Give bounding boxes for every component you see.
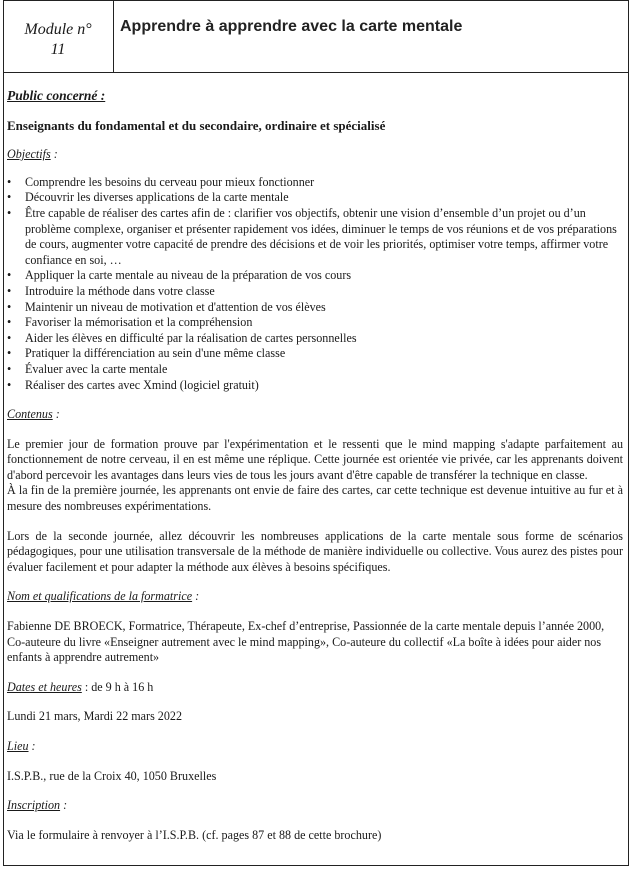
inscription-text: Via le formulaire à renvoyer à l’I.S.P.B. (cf. pages 87 et 88 de cette brochure) <box>7 827 382 842</box>
list-item: • Maintenir un niveau de motivation et d'attention de vos élèves <box>7 300 623 316</box>
public-heading: Public concerné : <box>7 88 106 103</box>
formatrice-heading: Nom et qualifications de la formatrice : <box>7 589 200 604</box>
module-label: Module n° <box>24 21 92 38</box>
module-number-cell <box>3 0 114 72</box>
contenus-paragraph-1: Le premier jour de formation prouve par l'expérimentation et le ressenti que le mind mapping s'adapte parfaitement au fonctionnement de notre cerveau, il en est même une réplique. Cette journée est orientée vie privée, car les apprenants doivent d'abord percevoir les avantages dans leurs vies de tous les jours avant d'être capable de transférer la technique en classe. <box>7 436 623 482</box>
module-content <box>7 88 623 843</box>
page-title: Apprendre à apprendre avec la carte mentale <box>120 18 463 35</box>
lieu-heading: Lieu : <box>7 739 36 753</box>
list-item: • Aider les élèves en difficulté par la réalisation de cartes personnelles <box>7 331 623 347</box>
objectifs-heading: Objectifs : <box>7 147 58 162</box>
dates-hours: : de 9 h à 16 h <box>84 679 154 694</box>
lieu-address: I.S.P.B., rue de la Croix 40, 1050 Bruxelles <box>7 768 217 783</box>
module-header <box>3 0 629 73</box>
list-item: • Être capable de réaliser des cartes afin de : clarifier vos objectifs, obtenir une vision d’ensemble d’un projet ou d’un problème complexe, organiser et présenter rapidement vos idées, diminuer le temps de vos réunions et de vos préparations de cours, augmenter votre capacité de prendre des décisions et de voir les priorités, optimiser votre temps, affirmer votre confiance en soi, … <box>7 206 623 268</box>
list-item: • Comprendre les besoins du cerveau pour mieux fonctionner <box>7 175 623 191</box>
list-item: • Réaliser des cartes avec Xmind (logiciel gratuit) <box>7 378 623 394</box>
objectifs-list <box>7 175 623 393</box>
list-item: • Pratiquer la différenciation au sein d'une même classe <box>7 346 623 362</box>
contenus-paragraph-2: À la fin de la première journée, les apprenants ont envie de faire des cartes, car cette technique est devenue intuitive au fur et à mesure des nombreuses expérimentations. <box>7 483 623 514</box>
list-item: • Découvrir les diverses applications de la carte mentale <box>7 190 623 206</box>
inscription-heading: Inscription : <box>7 798 68 813</box>
list-item: • Évaluer avec la carte mentale <box>7 362 623 378</box>
formatrice-text: Fabienne DE BROECK, Formatrice, Thérapeute, Ex-chef d’entreprise, Passionnée de la carte mentale depuis l’année 2000, Co-auteure du livre «Enseigner autrement avec le mind mapping», Co-auteure du collectif «La boîte à idées pour aider nos enfants à apprendre autrement» <box>7 619 605 665</box>
dates-days: Lundi 21 mars, Mardi 22 mars 2022 <box>7 709 182 724</box>
list-item: • Appliquer la carte mentale au niveau de la préparation de vos cours <box>7 268 623 284</box>
list-item: • Favoriser la mémorisation et la compréhension <box>7 315 623 331</box>
dates-heading: Dates et heures <box>7 679 82 694</box>
contenus-paragraph-3: Lors de la seconde journée, allez découvrir les nombreuses applications de la carte mentale sous forme de scénarios pédagogiques, pour une utilisation transversale de la méthode de manière individuelle ou collective. Vous aurez des pistes pour évaluer facilement et pour adapter la méthode aux élèves à besoins spécifiques. <box>7 528 623 574</box>
audience-text: Enseignants du fondamental et du secondaire, ordinaire et spécialisé <box>7 117 386 133</box>
module-number: 11 <box>50 41 66 58</box>
dates-line <box>7 680 623 696</box>
contenus-heading: Contenus : <box>7 407 60 422</box>
list-item: • Introduire la méthode dans votre classe <box>7 284 623 300</box>
